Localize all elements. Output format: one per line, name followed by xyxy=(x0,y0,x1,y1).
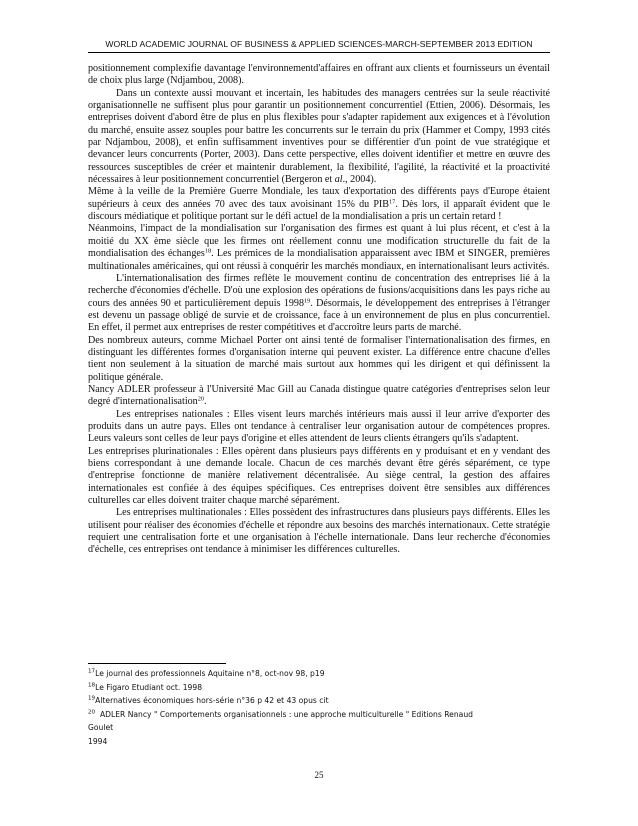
paragraph-3-text-a: Même à la veille de la Première Guerre Mondiale, les taux d'exportation des différents pays d'Europe étaient supérieurs à ceux des années 70 avec des taux avoisinant 15% du PIB xyxy=(88,186,550,210)
footnote-20-year: 1994 xyxy=(88,736,108,746)
footnote-18 xyxy=(88,681,550,695)
footnote-ref-20: 20 xyxy=(197,395,205,403)
paragraph-10: Les entreprises multinationales : Elles possèdent des infrastructures dans plusieurs pays différents. Elles les utilisent pour réaliser des économies d'échelle et répondre aux besoins des marchés internationaux. Cette stratégie requiert une centralisation forte et une organisation à l'échelle internationale. Dans leur recherche d'économies d'échelle, ces entreprises ont tendance à minimiser les différences culturelles. xyxy=(88,507,550,556)
footnote-ref-19: 19 xyxy=(304,296,311,304)
paragraph-6: Des nombreux auteurs, comme Michael Porter ont ainsi tenté de formaliser l'internationalisation des firmes, en distinguant les différentes formes d'organisation interne qui peuvent exister. La différence entre chacune d'elles tient non seulement à la situation de marché mais surtout aux hommes qui les dirigent et qui définissent la politique générale. xyxy=(88,334,550,383)
page-number: 25 xyxy=(314,770,324,780)
footnote-text: ADLER Nancy " Comportements organisationnels : une approche multiculturelle " Editions Renaud xyxy=(95,709,473,719)
footnote-number: 19 xyxy=(88,695,96,702)
paragraph-3 xyxy=(88,186,550,223)
footnote-17 xyxy=(88,667,550,681)
paragraph-5-text-b: . Désormais, le développement des entreprises à l'étranger est devenu un passage obligé de survie et de croissance, face à un environnement de plus en plus concurrentiel. En effet, il permet aux entreprises de rester compétitives et d'accroître leurs parts de marché. xyxy=(88,297,550,334)
paragraph-1: positionnement complexifie davantage l'environnementd'affaires en offrant aux clients et fournisseurs un éventail de choix plus large (Ndjambou, 2008). xyxy=(88,63,550,87)
paragraph-5 xyxy=(88,273,550,335)
paragraph-4-text-b: . Les prémices de la mondialisation apparaissent avec IBM et SINGER, premières multinationales américaines, qui ont réussi à conquérir les marchés mondiaux, en internationalisant leurs activités. xyxy=(88,248,550,272)
paragraph-9: Les entreprises plurinationales : Elles opèrent dans plusieurs pays différents en y produisant et en y vendant des biens correspondant à une demande locale. Chacun de ces marchés devant être gérés séparément, ce type d'entreprise fonctionne de manière relativement décentralisée. Au siège central, la gestion des affaires internationales est confiée à des équipes spécifiques. Ces entreprises doivent être sensibles aux différences culturelles car elles doivent traiter chaque marché séparément. xyxy=(88,445,550,507)
paragraph-4 xyxy=(88,223,550,272)
running-head: WORLD ACADEMIC JOURNAL OF BUSINESS & APPLIED SCIENCES-MARCH-SEPTEMBER 2013 EDITION xyxy=(105,39,533,49)
footnote-separator xyxy=(88,663,226,664)
paragraph-7-text-a: Nancy ADLER professeur à l'Université Mac Gill au Canada distingue quatre catégories d'entreprises selon leur degré d'internationalisation xyxy=(88,383,550,408)
footnote-number: 18 xyxy=(88,682,96,689)
footnote-text: Le journal des professionnels Aquitaine n°8, oct-nov 98, p19 xyxy=(95,669,325,678)
footnote-text: Le Figaro Etudiant oct. 1998 xyxy=(95,682,203,692)
footnote-number: 20 xyxy=(88,709,96,716)
paragraph-2-text: Dans un contexte aussi mouvant et incertain, les habitudes des managers centrées sur la seule réactivité organisationnelle ne suffisent plus pour garantir un positionnement concurrentiel (Ettien, 2006). Désormais, les entreprises doivent d'abord être de plus en plus flexibles pour s'adapter rapidement aux exigences et à l'évolution du marché, ensuite assez souples pour battre les concurrents sur le terrain du prix (Hammer et Compy, 1993 cités par Ndjambou, 2008), et enfin suffisamment inventives pour se différentier d'un point de vue stratégique et devancer leurs concurrents (Porter, 2003). Dans cette perspective, elles doivent identifier et mettre en œuvre des ressources susceptibles de créer et maintenir durablement, la flexibilité, l'agilité, la réactivité et la proactivité nécessaires à leur positionnement concurrentiel (Bergeron et xyxy=(88,87,550,186)
paragraph-2 xyxy=(88,88,550,187)
footnote-20 xyxy=(88,708,550,722)
paragraph-8: Les entreprises nationales : Elles visent leurs marchés intérieurs mais aussi il leur arrive d'exporter des produits dans un autre pays. Elles ont tendance à centraliser leur organisation autour de compétences propres. Leurs valeurs sont celles de leur pays d'origine et elles attendent de leurs clients étrangers qu'ils s'adaptent. xyxy=(88,408,550,445)
footnote-ref-17: 17 xyxy=(389,198,396,206)
paragraph-7-text-b: . xyxy=(204,396,207,408)
footnote-number: 17 xyxy=(88,668,96,675)
footnote-19 xyxy=(88,694,550,708)
paragraph-4-text-a: Néanmoins, l'impact de la mondialisation sur l'organisation des firmes est quant à lui plus récent, et c'est à la moitié du XX ème siècle que les firmes ont réellement connu une modification structurelle du fait de la mondialisation des échanges xyxy=(88,223,550,260)
paragraph-2-end: ., 2004). xyxy=(342,174,377,186)
paragraph-3-text-b: . Dès lors, il apparaît évident que le discours médiatique et politique portant sur le défi actuel de la mondialisation a pris un certain retard ! xyxy=(88,198,550,223)
footnote-20-continued: Goulet xyxy=(88,723,114,733)
footnote-ref-18: 18 xyxy=(204,247,212,255)
paragraph-7 xyxy=(88,384,550,409)
body-text xyxy=(88,63,550,557)
header-rule xyxy=(88,52,550,53)
paragraph-5-text-a: L'internationalisation des firmes reflète le mouvement continu de concentration des entreprises lié à la recherche d'économies d'échelle. D'où une explosion des opérations de fusions/acquisitions dans les pays riche au cours des années 90 et particulièrement depuis 1998 xyxy=(88,272,550,309)
paragraph-2-italic: al xyxy=(334,174,343,186)
footnotes xyxy=(88,667,550,749)
footnote-text: Alternatives économiques hors-série n°36 p 42 et 43 opus cit xyxy=(95,696,329,706)
